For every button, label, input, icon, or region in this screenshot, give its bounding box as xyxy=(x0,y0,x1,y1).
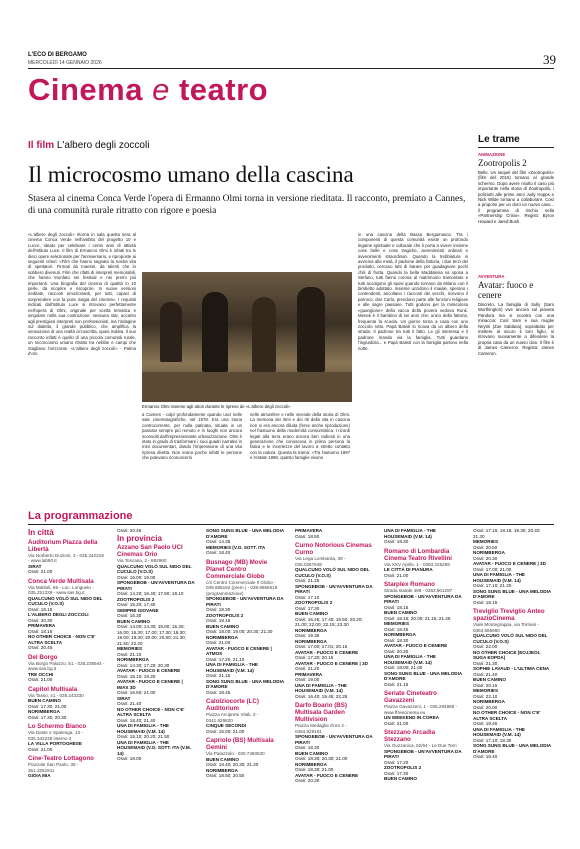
film-title: UNA DI FAMIGLIA - THE HOUSEMAID (V.M. 14) xyxy=(384,528,436,539)
cinema-address: Viale Montegrappa, via Torriani - 0363.565960 xyxy=(473,622,539,633)
film-title: MEMORIES xyxy=(473,539,499,544)
film-title: QUALCUNO VOLÒ SUL NIDO DEL CUCULO (V.O.S) xyxy=(117,563,192,574)
film-title: MEMORIES xyxy=(117,646,143,651)
showtimes: Orari: 21.40 xyxy=(117,701,142,706)
showtimes: Orari: 15.00; 21.00 xyxy=(206,728,245,734)
showtimes: Orari: 20.00 xyxy=(473,704,498,710)
film-title: ZOOTROPOLIS 2 xyxy=(117,596,155,602)
cinema-address: Piazza Medaglie d'oro 2 - 0364.529101 xyxy=(295,723,347,734)
section-title-b: teatro xyxy=(178,72,269,107)
showtimes: Orari: 17.30, 20.30 xyxy=(28,714,67,720)
programme-column xyxy=(28,528,106,846)
programme-area-heading: In città xyxy=(28,528,54,537)
article-column-1: «L'albero degli zoccoli» ritorna in sala questa sera al cinema Conca Verde nell'ambito del progetto 10 e Lucce, ideato per celebrare i cento anni di attività dell'Istituto Luce. Il film di Ermanno Olmi è infatti tra le dieci opere selezionate per l'anniversario, e riproposte ai seguenti criteri: «Film che hanno segnato la nostra vita di spettatori. Firmati da maestri, da talenti che lo sobbero divenuti. Film che rifatti di interpreti memorabili, che hanno trionfato nei festival e nei premi più importanti. Una biografia del cinema di qualità in 10 perle, da scoprire e riscoprire. In nuove versioni rieditate, racconti emozionanti, per tutti, capaci di sorprendere con la pura magia del cinema». I requisiti indicati dall'Istituto Luce si ritrovano perfettamente nell'opera di Olmi, originale per scelta tematica e singolare nella sua costruzione: nessuna star, accanto agli prestigiosi interpreti non professionisti, ma l'indagine sul dialetto, il grande pubblico, che amplifica la sensazione di una realtà circoscritta, quasi isolata. Il suo racconto infatti è quello di una piccola comunità rurale, un microcosmo umano ritratto tra nebbie e campi che ritagliano l'orizzonte. «L'albero degli zoccoli» - Palma d'oro xyxy=(28,232,136,356)
showtimes: Orari: 18.30 xyxy=(384,637,409,643)
film-title: NO OTHER CHOICE - NON C'E' ALTRA SCELTA xyxy=(117,706,185,717)
film-title: BUEN CAMINO xyxy=(473,677,506,682)
film-title: UNA DI FAMIGLIA - THE HOUSEMAID (V.O. SOTT. ITA (V.M. 14) xyxy=(117,739,191,756)
showtimes: Orari: 17.20 xyxy=(384,759,409,765)
cinema-address: Strada statale 498 - 0363.901297 xyxy=(384,588,453,593)
showtimes: Orari: 20.45 xyxy=(28,645,53,650)
showtimes: Orari: 21.00 xyxy=(28,746,53,752)
film-title: AVATAR - FUOCO E CENERE xyxy=(384,643,448,648)
film-title: PRIMAVERA xyxy=(295,671,323,677)
showtimes: Orari: 18.40; 21.40 xyxy=(117,717,156,723)
showtimes: Orari: 21.00 xyxy=(28,569,53,574)
cinema-name: Azzano San Paolo UCI Cinemas Orio xyxy=(117,544,183,558)
cinema-name: Capriolo (BS) Multisala Gemini xyxy=(206,737,274,751)
film-title: NO OTHER CHOICE (EOJJEOL SUGA EOPDA) xyxy=(473,649,541,660)
section-title-a: Cinema xyxy=(28,72,143,107)
showtimes: Orari: 18.00 xyxy=(117,756,142,761)
film-title: QUALCUNO VOLÒ SUL NIDO DEL CUCULO (V.O.S) xyxy=(28,595,103,606)
showtimes: Orari: 17.00; 21.00 xyxy=(473,566,512,572)
film-title: PRIMAVERA xyxy=(28,623,56,628)
film-title: AVATAR - FUOCO E CENERE | ATMOS xyxy=(206,645,272,656)
showtimes: Orari: 18.45 xyxy=(384,626,409,632)
film-title: SPONGEBOB - UN'AVVENTURA DA PIRATI xyxy=(384,748,462,759)
film-title: MEMORIES (V.O. SOTT. ITA xyxy=(206,544,266,550)
showtimes: Orari: 19.00 xyxy=(295,677,320,682)
showtimes: Orari: 17.10; 21.20 xyxy=(473,583,512,588)
film-title: SONG SUNG BLUE - UNA MELODIA D'AMORE xyxy=(473,588,551,599)
film-title: NO OTHER CHOICE - NON C'E' ALTRA SCELTA xyxy=(28,634,96,645)
cinema-address: Via Toscana, 2 - 892960 xyxy=(117,558,167,563)
sidebar-category: AVVENTURA xyxy=(478,274,505,279)
showtimes: Orari: 21.15 xyxy=(206,673,231,678)
showtimes: Orari: 17.15; 18.15; 19.30; 20.40; 21.30 xyxy=(473,528,541,539)
cinema-name: Calolziocorte (LC) Auditorium xyxy=(206,698,259,712)
film-title: BUEN CAMINO xyxy=(206,623,239,629)
showtimes: Orari: 20.45 xyxy=(117,528,142,533)
showtimes: Orari: 15.10; 19.20 xyxy=(117,673,156,679)
programme-area-heading: In provincia xyxy=(117,533,162,543)
cinema-address: c/o Centro Commerciale Il Globo - 039.695182 (prem.) - 039.6956516 (programmazione) xyxy=(206,579,278,596)
showtimes: Orari: 18.30 xyxy=(206,607,231,612)
film-title: AVATAR - FUOCO E CENERE | 3D xyxy=(295,660,368,666)
showtimes: Orari: 20.30 xyxy=(295,778,320,783)
showtimes: Orari: 15.20; 17.40 xyxy=(117,602,156,607)
film-title: SONG SUNG BLUE - UNA MELODIA D'AMORE xyxy=(206,678,284,689)
film-title: NORIMBERGA xyxy=(28,709,60,714)
showtimes: Orari: 18.45 xyxy=(206,689,231,695)
showtimes: Orari: 18.15 xyxy=(384,604,409,610)
film-title: UNA DI FAMIGLIA - THE HOUSEMAID (V.M. 14) xyxy=(295,682,347,693)
article-column-2: a Cannes - colpì profondamente quando uscì nelle sale cinematografiche, nel 1978. Era una storia controcorrente, per nulla patinata, situata in un passato sempre più remoto e in luoghi non ancora sconvolti dall'impressionante urbanizzazione. Olmi è stato in grado di trasformare i suoi quadri narrativi in mini documentari, dando l'impressione di una vita ripresa diretta. Non erano poche infatti le persone che potevano riconoscersi xyxy=(142,412,242,461)
film-title: BUEN CAMINO xyxy=(295,611,328,616)
showtimes: Orari: 18.30 xyxy=(384,539,409,544)
cinema-address: Via XXV Aprile, 1 - 0363.225269 xyxy=(384,561,450,567)
showtimes: Orari: 21.20 xyxy=(295,666,320,671)
film-title: CINQUE SECONDI xyxy=(206,723,247,728)
sidebar-film-plot: Discreto. La famiglia di Sully (Sam Worthington) vive ancora sul pianeta Pandora ma si scontra con una minaccia: Così Sam e sua moglie Neytiri (Zoe Saldana), soprattutto per mettere al sicuro il loro figlio, si ritrovano nuovamente a difendere la propria casa da un nuovo clan. Il film è di James Cameron. Regista: James Cameron. xyxy=(478,302,554,356)
film-title: BUEN CAMINO xyxy=(295,750,328,756)
article-column-4: in una cascina della Bassa Bergamasca. Tra i componenti di questa comunità esiste un profondo legame spirituale e culturale che li porta a vivere insieme cose belle e cose tragiche, avvenimenti ordinari e avvenimenti straordinari. Quando la trebbiatura si avvicina alla metà, il padrone della fattoria, i due terzi del prodotto, cercano tutti di barare per guadagnare pochi chili di frutta. Quando la bella Maddalena va sposa a Stefano, tutti fanno corona al matrimonio tramontato e tutti accolgono gli sposi quando tornano da Milano con il bimbetto adottato. Insieme uccidono il maiale, sperano i contendenti, ascoltano i racconti dei vecchi, ricevono il parroco, don Carlo, prendono parte alle funzioni religiose e alle sagre paesane. Tutti godono per la miracolosa «guarigione» della vacca della povera vedova Runk. Menek è il bambino di sei anni che, unico della fattoria, frequenta la scuola. Un giorno torna a casa con uno zoccolo rotto. Papà Batistì lo ricava da un albero della strada. Il padrone tra tutti il fatto. Le gli interessa e il padrone manda via la famiglia. Tutti guardano l'ingiustizia... e Papà Batistì con la famiglia partono nella notte. xyxy=(358,232,468,351)
kicker-text: L'albero degli zoccoli xyxy=(56,140,150,151)
film-title: LA VILLA PORTOGHESE xyxy=(28,741,82,746)
film-title: NORIMBERGA xyxy=(117,657,149,662)
article-subhead: Stasera al cinema Conca Verde l'opera di Ermanno Olmi torna in versione rieditata. Il racconto, premiato a Cannes, di una comunità rurale ritratto con rigore e poesia xyxy=(28,194,466,216)
film-title: SIRAT xyxy=(28,563,42,569)
programme-column xyxy=(206,528,284,846)
cinema-name: Starplex Romano xyxy=(384,581,435,588)
film-title: BUEN CAMINO xyxy=(117,618,150,624)
photo-figure xyxy=(160,302,182,362)
film-title: GIOIA MIA xyxy=(28,773,51,778)
film-title: UNA DI FAMIGLIA - THE HOUSEMAID (V.M. 14) xyxy=(117,723,169,734)
showtimes: Orari: 18.30; 21.00 xyxy=(295,767,334,772)
film-title: SPONGEBOB - UN'AVVENTURA DA PIRATI xyxy=(206,596,284,607)
film-title: UNA DI FAMIGLIA - THE HOUSEMAID (V.M. 14) xyxy=(384,654,436,665)
cinema-name: Stezzano Arcadia Stezzano xyxy=(384,729,436,743)
film-title: AVATAR - FUOCO E CENERE | 3D xyxy=(473,561,546,566)
cinema-address: Via Guzzanica, 62/64 - Le Due Torri xyxy=(384,743,457,748)
showtimes: Orari: 18.30 xyxy=(295,745,320,750)
film-title: UN WEEKEND IN COREA xyxy=(384,715,440,720)
photo-ground xyxy=(142,372,352,402)
showtimes: Orari: 16.30 xyxy=(117,613,142,618)
issue-date: MERCOLEDÌ 14 GENNAIO 2026 xyxy=(28,60,102,66)
cinema-name: Busnago (MB) Movie Planet Centro Commerciale Globo xyxy=(206,558,268,580)
film-title: ZOOTROPOLIS 2 xyxy=(384,765,422,770)
showtimes: Orari: 17.00; 17.01; 20.15 xyxy=(295,644,348,649)
film-title: NORIMBERGA xyxy=(206,634,238,640)
showtimes: Orari: 21.00 xyxy=(206,640,231,645)
film-title: QUALCUNO VOLÒ SUL NIDO DEL CUCULO (V.O.S) xyxy=(473,633,548,644)
film-title: AVATAR - FUOCO E CENERE | IMAX 3D xyxy=(117,679,183,690)
cinema-name: Treviglio Treviglio Anteo spazioCinema xyxy=(473,608,545,622)
photo-caption: Ermanno Olmi insieme agli attori durante le riprese de «L'albero degli zoccoli» xyxy=(142,404,291,409)
film-title: SPONGEBOB - UN'AVVENTURA DA PIRATI xyxy=(295,583,373,594)
cinema-name: Del Borgo xyxy=(28,653,58,661)
showtimes: Orari: 18.15 xyxy=(206,618,231,623)
showtimes: Orari: 19.45 xyxy=(473,721,498,726)
cinema-address: Via Mattioli, 65 - Loc. Longuelo - 035.251339 - www.sas.bg.it xyxy=(28,584,94,595)
film-title: L'ALBERO DEGLI ZOCCOLI xyxy=(28,612,89,617)
film-title: MEMORIES xyxy=(384,621,410,626)
programme-column xyxy=(117,528,195,846)
showtimes: Orari: 18.40; 20.30; 21.20 xyxy=(206,762,259,767)
showtimes: Orari: 18.15 xyxy=(28,606,53,612)
programme-rule xyxy=(28,524,554,525)
showtimes: Orari: 18.40 xyxy=(206,550,231,555)
cinema-address: Piazzale San Paolo, 35 - 351.3261911 xyxy=(28,762,79,773)
showtimes: Orari: 21.00 xyxy=(384,572,409,578)
photo-figure xyxy=(252,297,276,372)
showtimes: Orari: 14.20; 16.40; 17.50; 19.10 xyxy=(117,591,184,596)
showtimes: Orari: 18.15; 20.00; 21.15; 21.45 xyxy=(384,615,451,621)
showtimes: Orari: 14.00; 14.30; 15.00; 15.30; 16.00; 16.30; 17.00; 17.30; 18.30; 19.00; 19.30; 20.00; 20.50; 21.30; 21.50; 22.20 xyxy=(117,624,186,646)
programme-column xyxy=(473,528,551,846)
cinema-name: Seriate Cineteatro Gavazzeni xyxy=(384,690,437,704)
cinema-address: Via Tasso, 41 - 035.243330 xyxy=(28,692,84,698)
article-column-3: nelle atmosfere e nelle vicende della storia di Olmi. La memoria dei ritmi e dei riti della vita in cascina non si era ancora diluita (ferse anche riproduzione) nel frastuono della modernità consumistica. I ricordi legati alla terra erano ancora ben radicati in una generazione che conosceva in prima persona la fatica e le incertezze del lavoro a stretto contatto con la natura. Questa la trama: «Tra l'autunno 1897 e l'estate 1898, quattro famiglie vivono xyxy=(250,412,350,461)
showtimes: Orari: 22.00 xyxy=(473,644,498,649)
film-title: SIRAT xyxy=(117,695,131,701)
showtimes: Orari: 18.40 xyxy=(473,754,498,759)
cinema-address: Via Norberto Duzioni, 3 - 035.342219 - www.lab80.it xyxy=(28,552,104,563)
showtimes: Orari: 18.00; 19.00; 20.30; 21.30 xyxy=(206,629,273,634)
showtimes: Orari: 20.50 xyxy=(473,544,498,550)
film-title: SEMPRE GIOVANE xyxy=(117,607,159,613)
showtimes: Orari: 14.35 xyxy=(206,539,231,544)
photo-figure xyxy=(202,292,228,372)
cinema-name: Darfo Boario (BS) Multisala Garden Multivision xyxy=(295,702,347,723)
cinema-name: Capitol Multisala xyxy=(28,685,78,693)
film-title: NO OTHER CHOICE - NON C'E' ALTRA SCELTA xyxy=(473,710,541,721)
cinema-address: Via Palazzolo - 030.7460530 xyxy=(206,751,265,756)
showtimes: Orari: 17.30, 21.00 xyxy=(28,703,67,709)
film-title: NORIMBERGA xyxy=(295,627,327,633)
film-title: SONG SUNG BLUE - UNA MELODIA D'AMORE xyxy=(384,670,462,681)
film-title: SONG SUNG BLUE - UNA MELODIA D'AMORE xyxy=(473,743,551,754)
cinema-name: Curno Notorious Cinemas Curno xyxy=(295,542,372,556)
showtimes: Orari: 21.15 xyxy=(384,681,409,687)
sidebar-film-title: Zootropolis 2 xyxy=(478,158,527,168)
kicker-bold: Il film xyxy=(28,140,55,151)
showtimes: Orari: 17.10; 19.30 xyxy=(473,737,512,743)
photo-figure xyxy=(297,287,325,372)
film-title: BUEN CAMINO xyxy=(206,756,239,762)
showtimes: Orari: 17.10 xyxy=(295,594,320,600)
cinema-address: Via Lega Lombarda, 39 - 035.0267648 xyxy=(295,556,346,567)
section-title xyxy=(28,72,268,108)
film-title: NORIMBERGA xyxy=(295,761,327,767)
showtimes: Orari: 18.50; 20.50 xyxy=(206,773,245,778)
film-title: ZOOTROPOLIS 2 xyxy=(206,612,244,618)
film-title: NORIMBERGA xyxy=(473,699,505,704)
newspaper-brand: L'ECO DI BERGAMO xyxy=(28,52,87,58)
cinema-name: Lo Schermo Bianco xyxy=(28,723,87,730)
cinema-name: Cine-Teatro Lottagono xyxy=(28,755,94,762)
film-title: NORIMBERGA xyxy=(473,550,505,555)
film-title: UNA DI FAMIGLIA - THE HOUSEMAID (V.M. 14) xyxy=(473,726,525,737)
showtimes: Orari: 19.35 xyxy=(295,633,320,638)
cinema-name: Romano di Lombardia Cinema Teatro Rivellini xyxy=(384,547,452,562)
sidebar-film-title: Avatar: fuoco e cenere xyxy=(478,280,534,300)
sidebar-category: ANIMAZIONE xyxy=(478,152,506,157)
showtimes: Orari: 16.40; 19.45; 22.25 xyxy=(295,693,348,699)
showtimes: Orari: 17.30 xyxy=(384,770,409,776)
film-title: UNA DI FAMIGLIA - THE HOUSEMAID (V.M. 14) xyxy=(206,662,258,673)
showtimes: Orari: 17.20, 21.10 xyxy=(206,656,245,662)
showtimes: Orari: 18.30; 20.30; 21.00 xyxy=(295,756,348,761)
showtimes: Orari: 17.30; 20.15 xyxy=(295,655,334,660)
article-photo xyxy=(142,272,352,402)
programme-column xyxy=(295,528,373,846)
page-number: 39 xyxy=(543,52,556,67)
film-title: AVATAR - FUOCO E CENERE xyxy=(295,772,359,778)
showtimes: Orari: 15.10; 20.20; 21.50 xyxy=(117,734,170,739)
showtimes: Orari: 14.30; 17.20; 20.30 xyxy=(117,662,170,668)
showtimes: Orari: 18.15 xyxy=(473,599,498,605)
showtimes: Orari: 17.30 xyxy=(295,605,320,611)
showtimes: Orari: 18.50 xyxy=(295,533,320,539)
film-title: AVATAR - FUOCO E CENERE xyxy=(117,668,181,673)
cinema-address: Via Daste e Spalenga, 13 - 035.342239 interno 4 xyxy=(28,730,83,741)
showtimes: Orari: 21.10 xyxy=(117,651,142,657)
film-title: NORIMBERGA xyxy=(206,767,238,773)
programme-column xyxy=(384,528,462,846)
cinema-name: Conca Verde Multisala xyxy=(28,577,94,585)
cinema-address: Piazza Gavazzeni, 1 - 035.294868 - www.ffreecinema.eu xyxy=(384,704,458,715)
showtimes: Orari: 22.10 xyxy=(473,693,498,699)
showtimes: Orari: 18.00; 21.00 xyxy=(384,665,423,670)
sidebar-film-plot: Bello. Un sequel del film «Zootropolis» (film del 2016) tornano al grande schermo. Dopo avere risolto il caso più importante nella storia di Zootropolis, i poliziotti alle prime armi Judy Hopps e Nick Wilde tornano a collaborare. Così a proporsi per un doro un nuovo caso... il programma di rischio nella «Partnership Crisis». Registi: Byron Howard e Jared Bush. xyxy=(478,170,554,224)
showtimes: Orari: 18.15 xyxy=(28,628,53,634)
film-title: TRE OCCHI xyxy=(28,671,54,677)
cinema-name: Auditorium Piazza della Libertà xyxy=(28,538,98,553)
showtimes: Orari: 16.45; 17.40; 19.50; 20.20; 21.00; 22.00; 22.15; 22.30 xyxy=(295,616,363,627)
film-title: NORIMBERGA xyxy=(384,632,416,637)
film-title: BUEN CAMINO xyxy=(384,610,417,615)
programme-title: La programmazione xyxy=(28,510,133,522)
section-title-e: e xyxy=(152,72,170,107)
film-title: AVATAR - FUOCO E CENERE xyxy=(295,649,359,655)
showtimes: Orari: 21.30 xyxy=(473,660,498,666)
showtimes: Orari: 21.25 xyxy=(295,578,320,583)
showtimes: Orari: 20.30 xyxy=(473,555,498,561)
showtimes: Orari: 21.00 xyxy=(384,720,409,726)
film-title: ZOOTROPOLIS 2 xyxy=(295,600,333,605)
showtimes: Orari: 21.00 xyxy=(28,677,53,682)
film-title: SPONGEBOB - UN'AVVENTURA DA PIRATI xyxy=(117,580,195,591)
showtimes: Orari: 21.40 xyxy=(473,671,498,677)
film-title: UNA DI FAMIGLIA - THE HOUSEMAID (V.M. 14) xyxy=(473,572,525,583)
film-title: LE CITTÀ DI PIANURA xyxy=(384,567,433,572)
film-title: SONG SUNG BLUE - UNA MELODIA D'AMORE xyxy=(206,528,284,539)
film-title: SPONGEBOB - UN'AVVENTURA DA PIRATI xyxy=(295,734,373,745)
article-kicker xyxy=(28,140,149,151)
showtimes: Orari: 20.15 xyxy=(473,682,498,688)
showtimes: Orari: 20.30 xyxy=(28,617,53,623)
article-headline: Il microcosmo umano della cascina xyxy=(28,162,354,187)
film-title: PRIMAVERA xyxy=(295,528,323,533)
film-title: QUALCUNO VOLÒ SUL NIDO DEL CUCULO (V.O.S) xyxy=(295,567,370,578)
film-title: NORIMBERGA xyxy=(295,638,327,644)
film-title: BUEN CAMINO xyxy=(384,776,417,781)
sidebar-title: Le trame xyxy=(478,134,554,148)
showtimes: Orari: 20.30 xyxy=(384,648,409,654)
film-title: SPONGEBOB - UN'AVVENTURA DA PIRATI xyxy=(384,593,462,604)
film-title: BUEN CAMINO xyxy=(28,698,61,703)
cinema-address: Via Borgo Palazzo, 51 - 035.236944 - www.sas.bg.it xyxy=(28,660,105,671)
film-title: SOPHIE LAVAUD - L'ULTIMA CENA xyxy=(473,666,550,671)
film-title: MEMORIES xyxy=(473,688,499,693)
plots-sidebar xyxy=(478,134,554,452)
showtimes: Orari: 16.00; 19.00 xyxy=(117,574,156,580)
showtimes: Orari: 16.50; 21.00 xyxy=(117,690,156,695)
top-rule xyxy=(28,68,554,69)
cinema-address: Piazza Arciprete Vitali, 3 - 0341.629820 xyxy=(206,712,259,723)
